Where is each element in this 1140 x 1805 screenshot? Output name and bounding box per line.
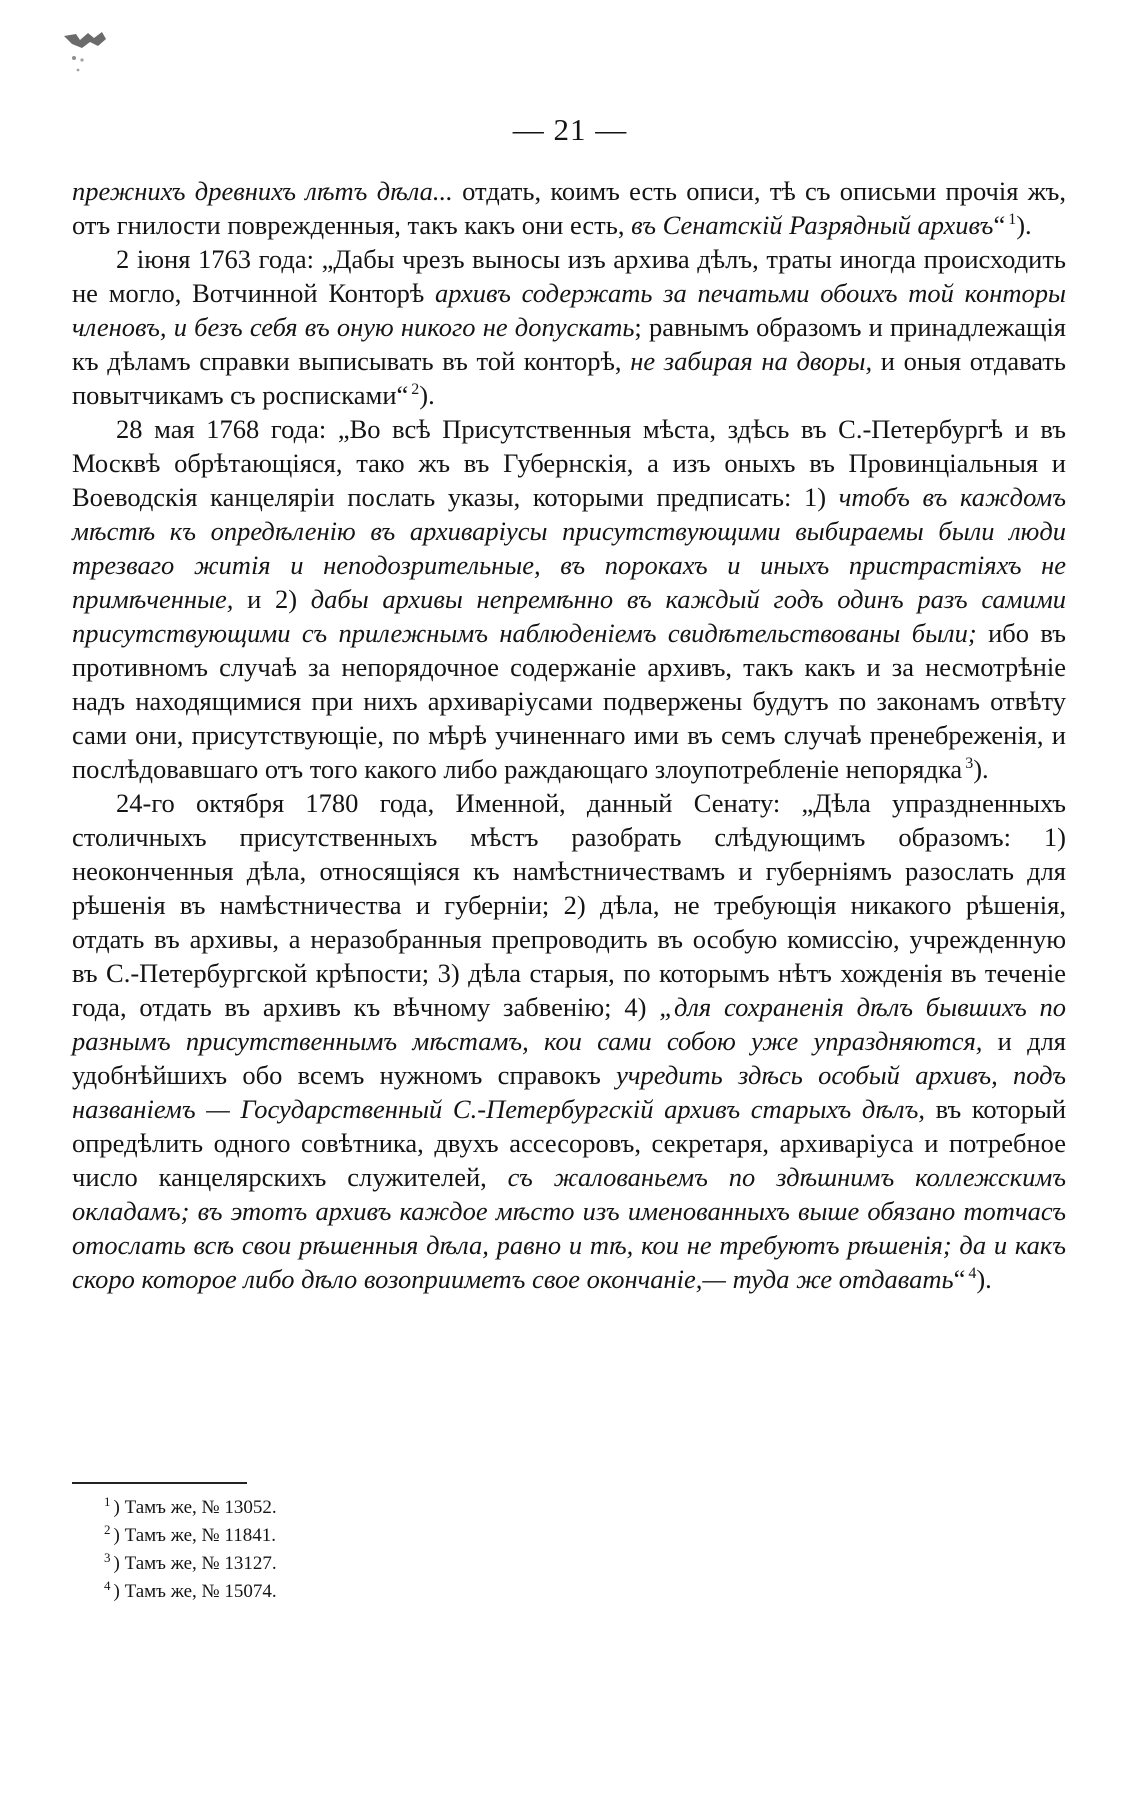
text-run: 24-го октября 1780 года, Именной, данный Сенату: „Дѣла упраздненныхъ столичныхъ присутственныхъ мѣстъ разобрать слѣдующимъ образомъ: 1) неоконченныя дѣла, относящіяся къ намѣстничествамъ и губерніямъ разослать для рѣшенія въ намѣстничества и губерніи; 2) дѣла, не требующія никакого рѣшенія, отдать въ архивы, а неразобранныя препроводить въ особую комиссію, учрежденную въ С.-Петербургской крѣпости; 3) дѣла старыя, по которымъ нѣтъ хожденія въ теченіе года, отдать въ архивъ къ вѣчному забвенію; 4) [72, 788, 1066, 1022]
footnote [104, 1550, 277, 1578]
italic-text: въ Сенатскій Разрядный архивъ [631, 210, 994, 240]
italic-text: не забирая на дворы, [630, 346, 873, 376]
footnote-number: 2 [104, 1521, 111, 1537]
text-run: “ [993, 210, 1006, 240]
italic-text: архивъ содержать за печатьми обоихъ той конторы членовъ, и безъ себя въ оную никого не допускать [72, 278, 1066, 342]
footnote-reference: 2 [411, 381, 420, 399]
text-run: въ который опредѣлить одного совѣтника, двухъ ассесоровъ, секретаря, архиваріуса и потребное число канцелярскихъ служителей, [72, 1094, 1066, 1192]
italic-text: дабы архивы непремѣнно въ каждый годъ одинъ разъ самими присутствующими съ прилежнымъ наблюденіемъ свидѣтельствованы были; [72, 584, 1066, 648]
text-run: и для удобнѣйшихъ обо всемъ нужномъ справокъ [72, 1026, 1066, 1090]
paragraph [72, 242, 1066, 412]
text-run: “ [953, 1264, 966, 1294]
text-run: ). [419, 380, 435, 410]
footnote-reference: 4 [968, 1265, 977, 1283]
footnotes [104, 1494, 277, 1606]
text-run: ибо въ противномъ случаѣ за непорядочное содержаніе архивъ, такъ какъ и за несмотрѣніе надъ находящимися при нихъ архиваріусами подвержены будутъ по законамъ отвѣту сами они, присутствующіе, по мѣрѣ учиненнаго ими въ семъ случаѣ пренебреженія, и послѣдовавшаго отъ того какого либо раждающаго злоупотребленіе непорядка [72, 618, 1066, 784]
paragraph [72, 786, 1066, 1296]
paragraph [72, 412, 1066, 786]
italic-text: „для сохраненія дѣлъ бывшихъ по разнымъ присутственнымъ мѣстамъ, кои сами собою уже упраздняются, [72, 992, 1066, 1056]
footnote [104, 1522, 277, 1550]
footnote-divider [72, 1482, 247, 1484]
text-run: ). [973, 754, 989, 784]
text-run: 2 іюня 1763 года: „Дабы чрезъ выносы изъ архива дѣлъ, траты иногда происходить не могло, Вотчинной Конторѣ [72, 244, 1066, 308]
text-run: отдать, коимъ есть описи, тѣ съ описьми прочія жъ, отъ гнилости поврежденныя, такъ какъ они есть, [72, 176, 1066, 240]
footnote-number: 3 [104, 1549, 111, 1565]
ink-smudge [62, 30, 132, 76]
footnote-reference: 3 [965, 755, 974, 773]
footnote-text: ) Тамъ же, № 11841. [113, 1525, 276, 1546]
text-run: ). [1016, 210, 1032, 240]
text-run: ). [976, 1264, 992, 1294]
body-text [72, 174, 1066, 1296]
footnote-text: ) Тамъ же, № 15074. [113, 1581, 277, 1602]
footnote-text: ) Тамъ же, № 13052. [113, 1497, 277, 1518]
page-number: — 21 — [512, 112, 628, 147]
footnote-number: 1 [104, 1493, 111, 1509]
italic-text: съ жалованьемъ по здѣшнимъ коллежскимъ окладамъ; въ этотъ архивъ каждое мѣсто изъ именованныхъ выше обязано тотчасъ отослать всѣ свои рѣшенныя дѣла, равно и тѣ, кои не требуютъ рѣшенія; да и какъ скоро которое либо дѣло возоприиметъ свое окончаніе,— туда же отдавать [72, 1162, 1066, 1294]
text-run: и оныя отдавать повытчикамъ съ росписками“ [72, 346, 1067, 410]
italic-text: учредить здѣсь особый архивъ, подъ названіемъ — Государственный С.-Петербургскій архивъ старыхъ дѣлъ, [72, 1060, 1066, 1124]
footnote-text: ) Тамъ же, № 13127. [113, 1553, 277, 1574]
footnote-number: 4 [104, 1577, 111, 1593]
italic-text: чтобъ въ каждомъ мѣстѣ къ опредѣленію въ архиваріусы присутствующими выбираемы были люди трезваго житія и неподозрительные, въ порокахъ и иныхъ пристрастіяхъ не примѣченные, [72, 482, 1066, 614]
footnote-reference: 1 [1008, 211, 1017, 229]
text-run: ; равнымъ образомъ и принадлежащія къ дѣламъ справки выписывать въ той конторѣ, [72, 312, 1066, 376]
italic-text: прежнихъ древнихъ лѣтъ дѣла... [72, 176, 453, 206]
paragraph [72, 174, 1066, 242]
footnote [104, 1494, 277, 1522]
text-run: и 2) [233, 584, 311, 614]
footnote [104, 1578, 277, 1606]
text-run: 28 мая 1768 года: „Во всѣ Присутственныя мѣста, здѣсь въ С.-Петербургѣ и въ Москвѣ обрѣтающіяся, тако жъ въ Губернскія, а изъ оныхъ въ Провинціальныя и Воеводскія канцеляріи послать указы, которыми предписать: 1) [72, 414, 1066, 512]
